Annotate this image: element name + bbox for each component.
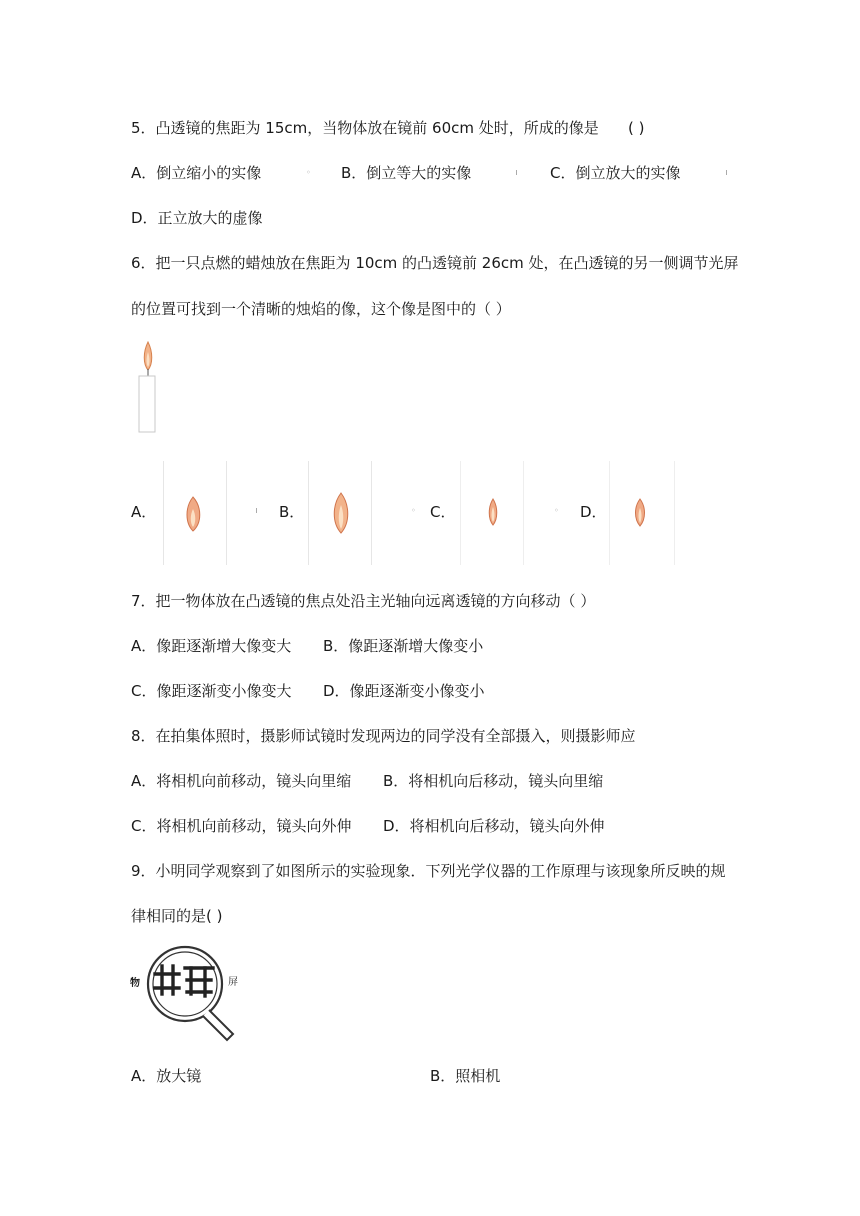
figure-label-screen: 屏 <box>228 977 238 988</box>
option-a-image <box>163 461 227 565</box>
q6-option-b-label: B． <box>279 503 305 521</box>
q7-option-b: B．像距逐渐增大像变小 <box>323 637 484 655</box>
candle-image <box>134 338 160 434</box>
q8-option-c: C．将相机向前移动，镜头向外伸 <box>131 817 352 835</box>
option-b-image <box>308 461 372 565</box>
q7-option-c: C．像距逐渐变小像变大 <box>131 682 292 700</box>
separator-mark <box>256 508 257 513</box>
option-c-image <box>460 461 524 565</box>
figure-label-object: 物 <box>130 978 140 989</box>
q7-stem: 7．把一物体放在凸透镜的焦点处沿主光轴向远离透镜的方向移动（ ） <box>131 592 596 610</box>
separator-mark: ◦ <box>411 506 416 515</box>
q7-option-a: A．像距逐渐增大像变大 <box>131 637 292 655</box>
q9-option-a: A．放大镜 <box>131 1067 202 1085</box>
q6-stem-line1: 6．把一只点燃的蜡烛放在焦距为 10cm 的凸透镜前 26cm 处，在凸透镜的另一侧调节光屏 <box>131 254 739 272</box>
q8-option-b: B．将相机向后移动，镜头向里缩 <box>383 772 604 790</box>
separator-mark <box>726 170 727 175</box>
q8-option-d: D．将相机向后移动，镜头向外伸 <box>383 817 605 835</box>
q5-option-d: D．正立放大的虚像 <box>131 209 263 227</box>
q5-option-a: A．倒立缩小的实像 <box>131 164 262 182</box>
q5-stem: 5．凸透镜的焦距为 15cm，当物体放在镜前 60cm 处时，所成的像是 <box>131 119 599 137</box>
separator-mark <box>516 170 517 175</box>
q7-option-d: D．像距逐渐变小像变小 <box>323 682 485 700</box>
q9-stem-line2: 律相同的是( ) <box>131 907 223 925</box>
option-d-image <box>609 461 675 565</box>
q6-option-d-label: D． <box>580 503 607 521</box>
q6-option-c-label: C． <box>430 503 456 521</box>
q9-option-b: B．照相机 <box>430 1067 501 1085</box>
q8-option-a: A．将相机向前移动，镜头向里缩 <box>131 772 352 790</box>
q8-stem: 8．在拍集体照时，摄影师试镜时发现两边的同学没有全部摄入，则摄影师应 <box>131 727 636 745</box>
q5-option-b: B．倒立等大的实像 <box>341 164 472 182</box>
q6-option-a-label: A． <box>131 503 157 521</box>
q5-paren: ( ) <box>628 119 645 137</box>
q9-stem-line1: 9．小明同学观察到了如图所示的实验现象．下列光学仪器的工作原理与该现象所反映的规 <box>131 862 726 880</box>
q5-option-c: C．倒立放大的实像 <box>550 164 681 182</box>
separator-mark: ◦ <box>554 506 559 515</box>
q6-stem-line2: 的位置可找到一个清晰的烛焰的像，这个像是图中的（ ） <box>131 300 511 318</box>
separator-mark: ◦ <box>306 168 311 177</box>
magnifier-image <box>145 944 241 1044</box>
